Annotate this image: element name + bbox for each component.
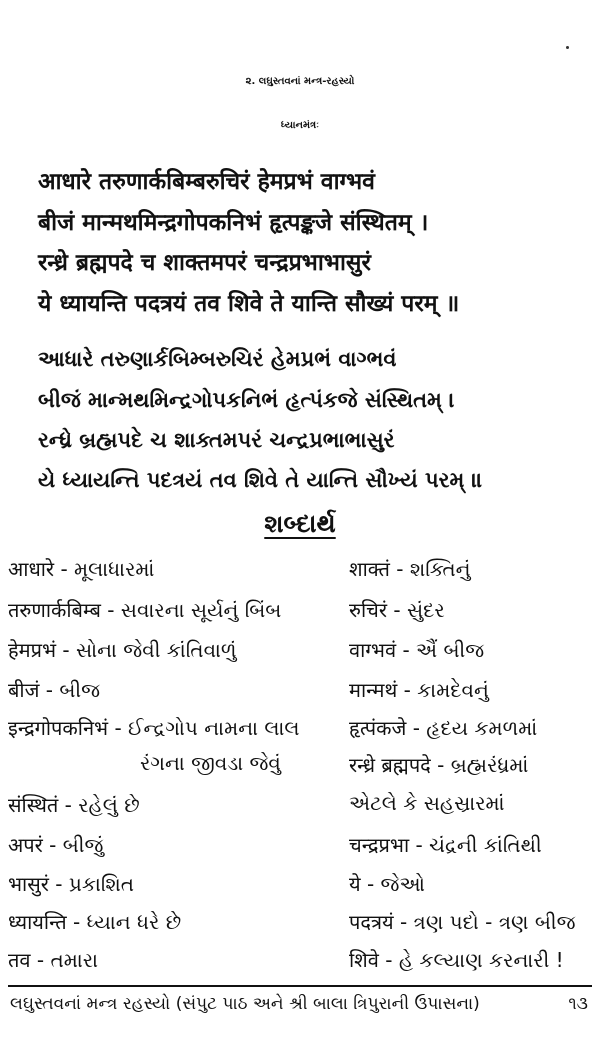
verse-sanskrit-line-2: बीजं मान्मथमिन्द्रगोपकनिभं हृत्पङ्कजे संस्थितम् । [38,210,429,236]
verse-sanskrit-line-4: ये ध्यायन्ति पदत्रयं तव शिवे ते यान्ति सौख्यं परम् ॥ [38,291,460,317]
glossary-right-item: ये - જેઓ [349,872,425,896]
chapter-title: ૨. લઘુસ્તવનાં મન્ત્ર-રહસ્યો [245,76,355,87]
glossary-left-item: इन्द्रगोपकनिभं - ઈન્દ્રગોપ નામના લાલ [8,716,300,740]
glossary-right-item: रुचिरं - સુંદર [349,598,445,622]
footer-divider [8,985,592,987]
glossary-left-item: हेमप्रभं - સોના જેવી કાંતિવાળું [8,638,237,662]
glossary-left-item: संस्थितं - રહેલું છે [8,793,140,817]
verse-gujarati-line-3: રન્ધ્રે બ્રહ્મપદે ચ શાક્તમપરં ચન્દ્રપ્રભાભાસુરં [38,428,395,452]
glossary-left-item: बीजं - બીજ [8,678,101,702]
glossary-left-item: ध्यायन्ति - ધ્યાન ધરે છે [8,910,182,934]
glossary-right-item: हृत्पंकजे - હૃદય કમળમાં [349,716,538,740]
footer-book-title: લઘુસ્તવનાં મન્ત્ર રહસ્યો (સંપુટ પાઠ અને શ્રી બાલા ત્રિપુરાની ઉપાસના) [10,994,480,1014]
glossary-right-item: पदत्रयं - ત્રણ પદો - ત્રણ બીજ [349,910,576,934]
glossary-right-item: रन्ध्रे ब्रह्मपदे - બ્રહ્મરંધ્રમાં [349,753,529,777]
glossary-left-item: आधारे - મૂલાધારમાં [8,557,155,581]
section-title: ધ્યાનમંત્રઃ [280,120,320,131]
glossary-right-item: वाग्भवं - ઐં બીજ [349,638,485,662]
verse-gujarati-line-1: આધારે તરુણાર્કબિમ્બરુચિરં હેમપ્રભં વાગ્ભવં [38,347,397,371]
verse-gujarati-line-2: બીજં માન્મથમિન્દ્રગોપકનિભં હૃત્પંકજે સંસ્થિતમ્ । [38,388,455,412]
verse-sanskrit-line-3: रन्ध्रे ब्रह्मपदे च शाक्तमपरं चन्द्रप्रभाभासुरं [38,250,371,276]
verse-gujarati-line-4: યે ધ્યાયન્તિ પદત્રયં તવ શિવે તે યાન્તિ સૌખ્યં પરમ્ ॥ [38,468,483,492]
page-number: ૧૩ [568,994,588,1014]
glossary-right-item: शिवे - હે કલ્યાણ કરનારી ! [349,948,564,972]
glossary-left-item: तरुणार्कबिम्ब - સવારના સૂર્યનું બિંબ [8,598,282,622]
glossary-left-item: अपरं - બીજું [8,833,104,857]
glossary-right-item: એટલે કે સહસ્રારમાં [349,791,505,815]
glossary-left-item-continuation: રંગના જીવડા જેવું [140,751,281,775]
glossary-right-item: चन्द्रप्रभा - ચંદ્રની કાંતિથી [349,833,542,857]
speck-mark [566,46,569,49]
verse-sanskrit-line-1: आधारे तरुणार्कबिम्बरुचिरं हेमप्रभं वाग्भवं [38,169,375,195]
glossary-right-item: शाक्तं - શક્તિનું [349,557,471,581]
glossary-left-item: तव - તમારા [8,948,98,972]
glossary-right-item: मान्मथं - કામદેવનું [349,678,489,702]
glossary-left-item: भासुरं - પ્રકાશિત [8,872,135,896]
glossary-title: શબ્દાર્થ [264,509,336,538]
